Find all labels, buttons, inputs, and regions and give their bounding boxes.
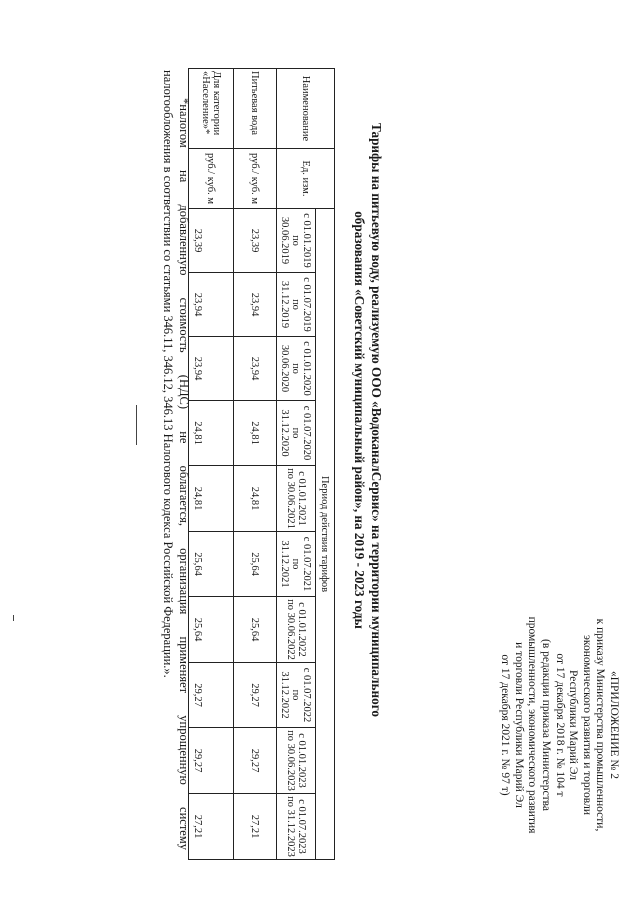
price-cell: 23,94 (189, 337, 234, 401)
title-line-1: Тарифы на питьевую воду, реализуемую ООО «ВодоканалСервис» на территории муниципального (369, 123, 384, 717)
price-cell: 23,39 (234, 209, 277, 273)
price-cell: 24,81 (234, 401, 277, 466)
price-cell: 25,64 (189, 532, 234, 597)
price-cell: 25,64 (234, 532, 277, 597)
row-name-drinking-water: Питьевая вода (234, 69, 277, 149)
price-cell: 24,81 (189, 401, 234, 466)
period-cell: с 01.07.2021 по 31.12.2021 (277, 532, 316, 597)
period-cell: с 01.07.2020 по 31.12.2020 (277, 401, 316, 466)
row-unit: руб./ куб. м (234, 149, 277, 209)
period-cell: с 01.01.2021 по 30.06.2021 (277, 466, 316, 532)
appendix-line: от 17 декабря 2018 г. № 104 т (553, 653, 566, 797)
price-cell: 29,27 (234, 663, 277, 728)
appendix-header (498, 575, 620, 875)
price-cell: 23,94 (189, 273, 234, 337)
price-cell: 27,21 (189, 794, 234, 860)
period-cell: с 01.01.2022 по 30.06.2022 (277, 597, 316, 663)
footnote-line-1: *налогом на добавленную стоимость (НДС) не облагается, организация применяет упрощенную систему (177, 98, 191, 850)
appendix-line: от 17 декабря 2021 г. № 97 т) (499, 654, 512, 796)
period-cell: с 01.07.2023 по 31.12.2023 (277, 794, 316, 860)
appendix-line: Республики Марий Эл (567, 669, 580, 780)
row-name-population: Для категории «Население»* (189, 69, 234, 149)
header-name: Наименование (277, 69, 335, 149)
period-cell: с 01.01.2023 по 30.06.2023 (277, 728, 316, 794)
period-cell: с 01.01.2019 по 30.06.2019 (277, 209, 316, 273)
header-unit: Ед. изм. (277, 149, 335, 209)
appendix-line: «ПРИЛОЖЕНИЕ № 2 (608, 670, 620, 779)
price-cell: 29,27 (234, 728, 277, 794)
price-cell: 23,94 (234, 337, 277, 401)
header-period: Период действия тарифов (316, 209, 335, 860)
appendix-line: (в редакции приказа Министерства (540, 638, 553, 811)
tariff-table (188, 68, 335, 860)
table-row (189, 69, 234, 860)
appendix-line: промышленности, экономического развития (526, 616, 539, 834)
appendix-line: и торговли Республики Марий Эл (512, 642, 525, 808)
appendix-line: к приказу Министерства промышленности, (594, 618, 607, 832)
price-cell: 25,64 (189, 597, 234, 663)
scan-mark (13, 615, 14, 621)
document-title (351, 40, 385, 800)
footnote-line-2: налогообложения в соответствии со статьями 346.11, 346.12, 346.13 Налогового кодекса Российской Федерации.». (161, 70, 175, 678)
price-cell: 24,81 (234, 466, 277, 532)
price-cell: 29,27 (189, 663, 234, 728)
period-cell: с 01.01.2020 по 30.06.2020 (277, 337, 316, 401)
price-cell: 23,94 (234, 273, 277, 337)
price-cell: 29,27 (189, 728, 234, 794)
price-cell: 27,21 (234, 794, 277, 860)
price-cell: 23,39 (189, 209, 234, 273)
row-unit: руб./ куб. м (189, 149, 234, 209)
price-cell: 25,64 (234, 597, 277, 663)
period-cell: с 01.07.2019 по 31.12.2019 (277, 273, 316, 337)
closing-rule-divider (136, 405, 137, 445)
table-row (234, 69, 277, 860)
header-row-period (316, 69, 335, 860)
footnote (160, 70, 192, 850)
appendix-line: экономического развития и торговли (580, 635, 593, 815)
title-line-2: образования «Советский муниципальный район», на 2019 - 2023 годы (352, 211, 367, 629)
period-cell: с 01.07.2022 по 31.12.2022 (277, 663, 316, 728)
price-cell: 24,81 (189, 466, 234, 532)
